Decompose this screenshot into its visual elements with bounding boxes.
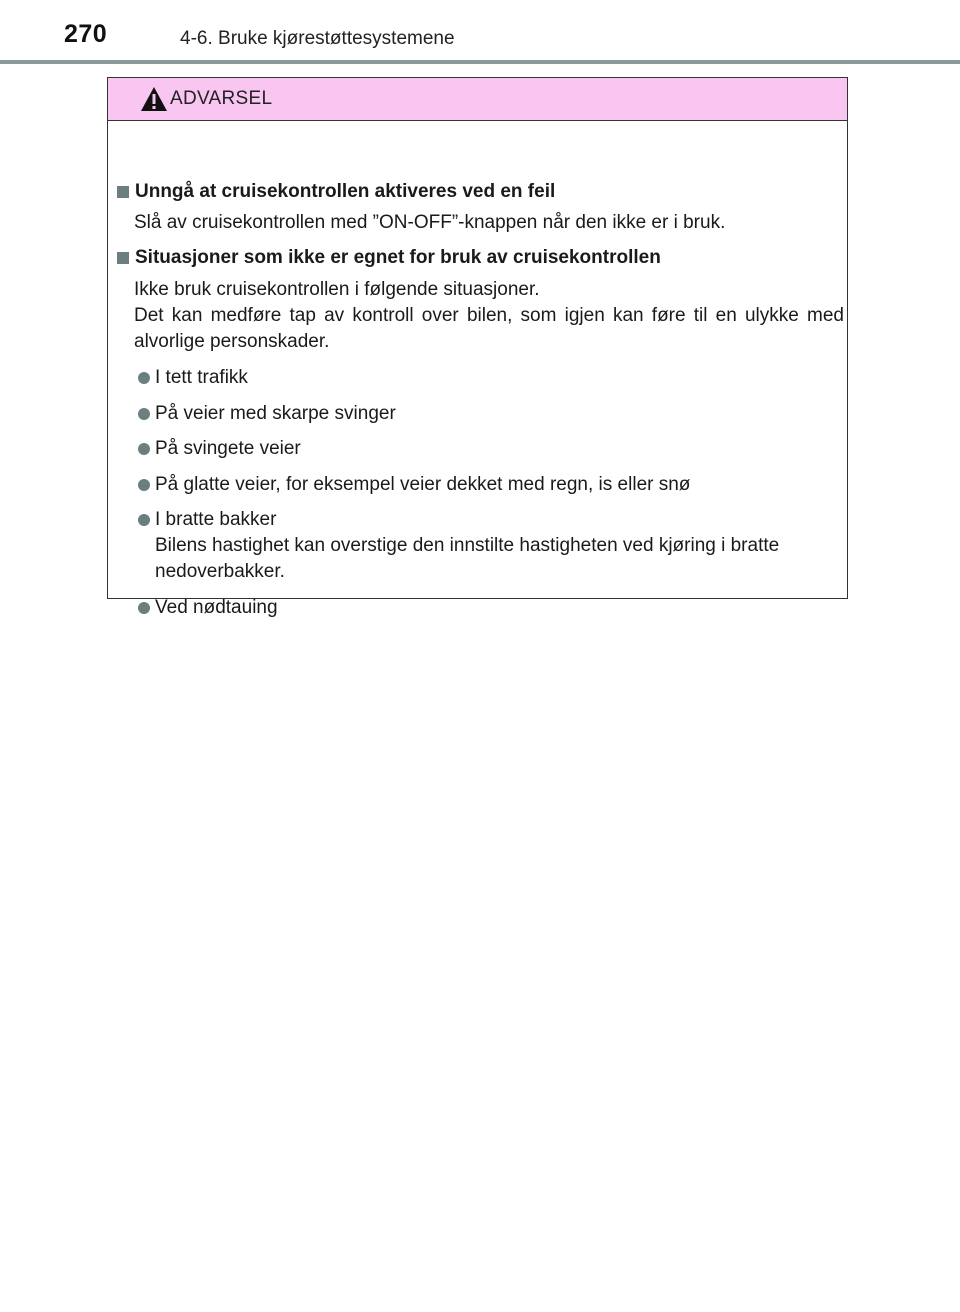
section-title: 4-6. Bruke kjørestøttesystemene [180, 28, 455, 49]
section-heading-text: Unngå at cruisekontrollen aktiveres ved en feil [135, 181, 556, 202]
round-bullet-icon [138, 443, 150, 455]
list-item-text-block [155, 507, 844, 585]
round-bullet-icon [138, 602, 150, 614]
list-item [138, 401, 844, 427]
page-header [0, 0, 960, 64]
round-bullet-icon [138, 479, 150, 491]
square-bullet-icon [117, 252, 129, 264]
square-bullet-icon [117, 186, 129, 198]
list-item-detail: Bilens hastighet kan overstige den innstilte hastigheten ved kjøring i bratte nedoverbakker. [155, 535, 780, 582]
list-item-text: På glatte veier, for eksempel veier dekket med regn, is eller snø [155, 474, 691, 495]
warning-label: ADVARSEL [170, 88, 273, 109]
round-bullet-icon [138, 372, 150, 384]
list-item-text: I bratte bakker [155, 509, 277, 530]
list-item [138, 472, 844, 498]
warning-box [107, 77, 848, 618]
section-paragraph: Ikke bruk cruisekontrollen i følgende situasjoner. [134, 279, 540, 300]
section-heading-1 [117, 181, 555, 203]
list-item-text: Ved nødtauing [155, 597, 278, 618]
round-bullet-icon [138, 514, 150, 526]
warning-triangle-icon [140, 86, 168, 112]
round-bullet-icon [138, 408, 150, 420]
warning-header [108, 78, 847, 121]
section-paragraph: Det kan medføre tap av kontroll over bilen, som igjen kan føre til en ulykke med alvorlige personskader. [134, 305, 844, 352]
list-item [138, 436, 844, 462]
header-rule [0, 60, 960, 64]
list-item [138, 365, 844, 391]
list-item [138, 507, 844, 585]
page-number: 270 [64, 20, 108, 48]
list-item-text: På veier med skarpe svinger [155, 403, 396, 424]
list-item-text: På svingete veier [155, 438, 301, 459]
section-paragraph: Slå av cruisekontrollen med ”ON-OFF”-knappen når den ikke er i bruk. [134, 212, 726, 233]
list-item [138, 595, 844, 621]
section-heading-text: Situasjoner som ikke er egnet for bruk av cruisekontrollen [135, 247, 661, 268]
list-item-text: I tett trafikk [155, 367, 248, 388]
section-heading-2 [117, 247, 661, 269]
